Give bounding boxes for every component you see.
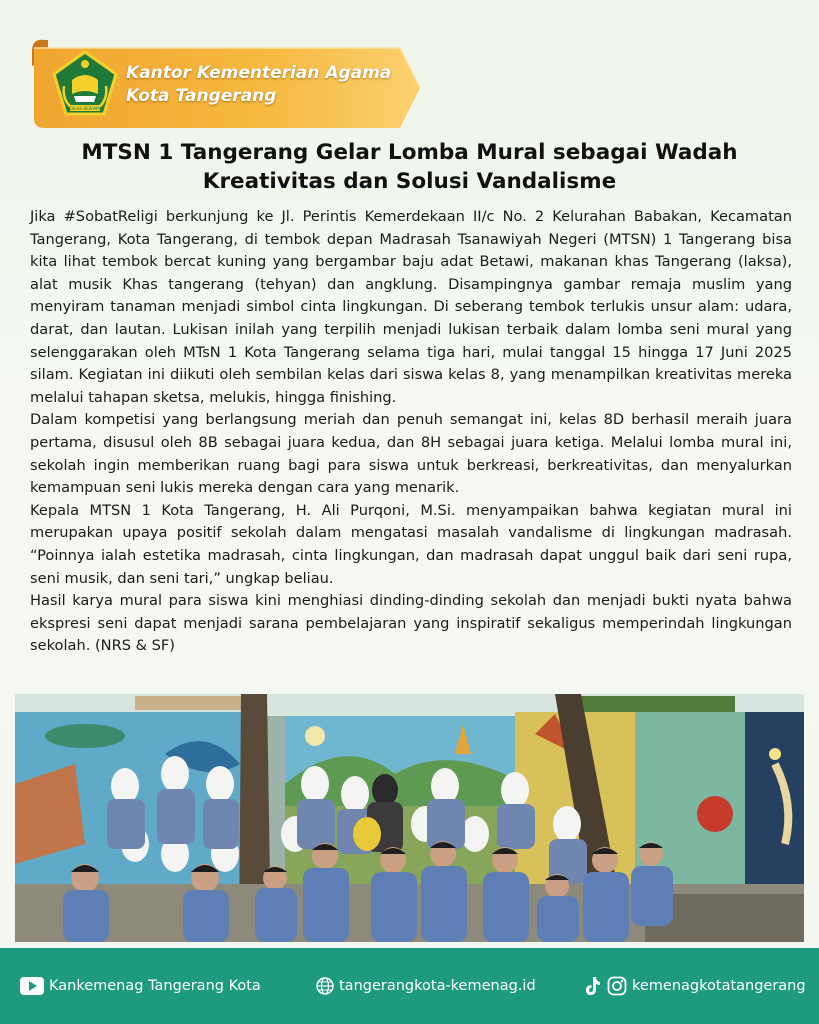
org-line-1: Kantor Kementerian Agama bbox=[126, 63, 392, 83]
footer-bar bbox=[0, 948, 819, 1024]
kemenag-logo-icon bbox=[50, 50, 120, 120]
title-line-1: MTSN 1 Tangerang Gelar Lomba Mural sebagai Wadah bbox=[81, 140, 738, 165]
footer-youtube[interactable] bbox=[20, 976, 261, 996]
article-body bbox=[30, 206, 792, 658]
youtube-label: Kankemenag Tangerang Kota bbox=[49, 978, 261, 994]
youtube-icon bbox=[20, 977, 44, 995]
paragraph-3: Kepala MTSN 1 Kota Tangerang, H. Ali Purqoni, M.Si. menyampaikan bahwa kegiatan mural ini merupakan upaya positif sekolah dalam mengatasi masalah vandalisme di lingkungan madrasah. “Poinnya ialah estetika madrasah, cinta lingkungan, dan madrasah dapat unggul baik dari seni rupa, seni musik, dan seni tari,” ungkap beliau. bbox=[30, 501, 792, 587]
org-line-2: Kota Tangerang bbox=[126, 86, 277, 106]
header-banner bbox=[30, 38, 422, 130]
website-label: tangerangkota-kemenag.id bbox=[339, 978, 536, 994]
globe-icon bbox=[316, 977, 334, 995]
paragraph-4: Hasil karya mural para siswa kini menghiasi dinding-dinding sekolah dan menjadi bukti nyata bahwa ekspresi seni dapat menjadi sarana pembelajaran yang inspiratif sekaligus memperindah lingkungan sekolah. (NRS & SF) bbox=[30, 592, 792, 655]
title-line-2: Kreativitas dan Solusi Vandalisme bbox=[202, 169, 617, 194]
tiktok-icon bbox=[584, 976, 602, 996]
footer-website[interactable] bbox=[316, 976, 536, 996]
paragraph-1: Jika #SobatReligi berkunjung ke Jl. Perintis Kemerdekaan II/c No. 2 Kelurahan Babakan, Kecamatan Tangerang, Kota Tangerang, di tembok depan Madrasah Tsanawiyah Negeri (MTSN) 1 Tangerang bisa kita lihat tembok bercat kuning yang bergambar baju adat Betawi, makanan khas Tangerang (laksa), alat musik Khas tangerang (tehyan) dan angklung. Disampingnya gambar remaja muslim yang menyiram tanaman menjadi simbol cinta lingkungan. Di seberang tembok terlukis unsur alam: udara, darat, dan lautan. Lukisan inilah yang terpilih menjadi lukisan terbaik dalam lomba seni mural yang selenggarakan oleh MTsN 1 Kota Tangerang selama tiga hari, mulai tanggal 15 hingga 17 Juni 2025 silam. Kegiatan ini diikuti oleh sembilan kelas dari siswa kelas 8, yang menampilkan kreativitas mereka melalui tahapan sketsa, melukis, hingga finishing. bbox=[30, 208, 792, 406]
group-photo bbox=[15, 694, 804, 942]
footer-social[interactable] bbox=[584, 976, 806, 996]
article-title bbox=[20, 138, 799, 196]
organization-name bbox=[126, 62, 391, 108]
instagram-icon bbox=[607, 976, 627, 996]
photo-illustration bbox=[15, 694, 804, 942]
paragraph-2: Dalam kompetisi yang berlangsung meriah dan penuh semangat ini, kelas 8D berhasil meraih juara pertama, disusul oleh 8B sebagai juara kedua, dan 8H sebagai juara ketiga. Melalui lomba mural ini, sekolah ingin memberikan ruang bagi para siswa untuk berkreasi, berkreativitas, dan menyalurkan kemampuan seni lukis mereka dengan cara yang menarik. bbox=[30, 411, 792, 497]
svg-text:IKHLAS BERAMAL: IKHLAS BERAMAL bbox=[67, 106, 103, 111]
social-label: kemenagkotatangerang bbox=[632, 978, 806, 994]
